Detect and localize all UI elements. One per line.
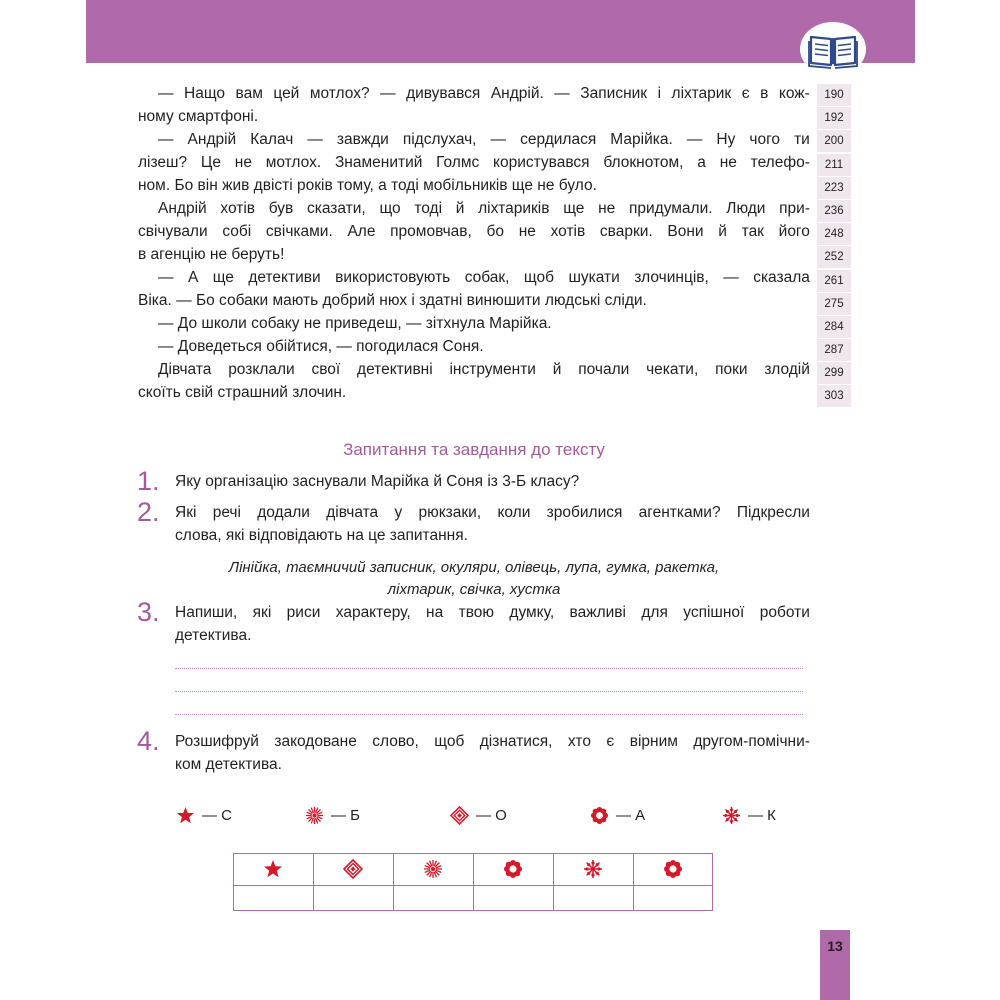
open-book-icon: [807, 29, 859, 69]
code-cell: [393, 859, 473, 879]
code-cell: [553, 859, 633, 879]
story-line: — А ще детективи використовують собак, щоб шукати злочинців, — сказала: [158, 269, 810, 286]
word-list-line: Лінійка, таємничий записник, окуляри, олівець, лупа, гумка, ракетка,: [228, 559, 720, 576]
task-line: Яку організацію заснували Марійка й Соня із 3-Б класу?: [175, 473, 580, 490]
word-count: 211: [817, 154, 851, 176]
word-count: 284: [817, 316, 851, 338]
answer-cell[interactable]: [313, 886, 393, 908]
sunburst-icon: [423, 859, 443, 879]
story-line: скоїть свій страшний злочин.: [138, 384, 347, 401]
legend-text: — С: [202, 806, 232, 824]
code-cell: [233, 859, 313, 879]
task-4-text: [175, 730, 810, 776]
task-1-text: [175, 470, 810, 493]
answer-cell[interactable]: [553, 886, 633, 908]
answer-cell[interactable]: [633, 886, 713, 908]
task-line: Які речі додали дівчата у рюкзаки, коли зробилися агентками? Підкресли: [175, 504, 810, 521]
task-number-3: 3.: [137, 597, 160, 627]
code-cell: [633, 859, 713, 879]
legend-text: — Б: [331, 806, 361, 824]
story-text: [138, 82, 810, 404]
header-band: [86, 0, 915, 63]
word-count: 261: [817, 270, 851, 292]
page-number: 13: [827, 938, 843, 954]
story-line: — Доведеться обійтися, — погодилася Соня.: [158, 338, 484, 355]
story-line: свічували собі свічками. Але промовчав, бо не хотів сварки. Вони й так його: [138, 223, 810, 240]
story-line: лізеш? Це не мотлох. Знаменитий Голмс користувався блокнотом, а не телефо-: [138, 154, 810, 171]
legend-item: [305, 803, 360, 827]
task-line: Напиши, які риси характеру, на твою думку, важливі для успішної роботи: [175, 604, 810, 621]
story-line: Андрій хотів був сказати, що тоді й ліхтариків ще не придумали. Люди при-: [158, 200, 810, 217]
code-cell: [473, 859, 553, 879]
snowflake-icon: [722, 806, 741, 825]
flower-icon: [590, 806, 609, 825]
legend-item: [590, 803, 645, 827]
word-count: 200: [817, 130, 851, 152]
task-line: детектива.: [175, 627, 252, 644]
word-count-column: [817, 84, 851, 409]
legend-item: [722, 803, 776, 827]
snowflake-icon: [722, 806, 741, 825]
legend-text: — О: [476, 806, 507, 824]
story-line: ном. Бо він жив двісті років тому, а тоді мобільників ще не було.: [138, 177, 597, 194]
diamond-icon: [343, 859, 363, 879]
task-line: Розшифруй закодоване слово, щоб дізнатися, хто є вірним другом-помічни-: [175, 733, 810, 750]
diamond-icon: [450, 806, 469, 825]
task-line: ком детектива.: [175, 756, 282, 773]
page-number-tab: [820, 930, 850, 1000]
story-line: ному смартфоні.: [138, 108, 259, 125]
snowflake-icon: [583, 859, 603, 879]
word-count: 299: [817, 362, 851, 384]
legend-item: [176, 803, 232, 827]
story-line: Віка. — Бо собаки мають добрий нюх і здатні винюшити людські сліди.: [138, 292, 647, 309]
answer-cell[interactable]: [393, 886, 473, 908]
legend-text: — А: [616, 806, 646, 824]
story-line: в агенцію не беруть!: [138, 246, 285, 263]
task-2-text: [175, 501, 810, 547]
word-count: 190: [817, 84, 851, 106]
task-number-2: 2.: [137, 497, 160, 527]
star-icon: [263, 859, 283, 879]
word-count: 287: [817, 339, 851, 361]
star-icon: [176, 806, 195, 825]
legend-item: [450, 803, 507, 827]
answer-line[interactable]: [175, 714, 803, 715]
word-list-line: ліхтарик, свічка, хустка: [387, 581, 561, 598]
diamond-icon: [450, 806, 469, 825]
legend-text: — К: [748, 806, 776, 824]
story-line: — Нащо вам цей мотлох? — дивувався Андрій. — Записник і ліхтарик є в кож-: [158, 85, 810, 102]
word-count: 248: [817, 223, 851, 245]
star-icon: [176, 806, 195, 825]
sunburst-icon: [305, 806, 324, 825]
code-table: [233, 853, 713, 911]
task-line: слова, які відповідають на це запитання.: [175, 527, 468, 544]
word-count: 252: [817, 246, 851, 268]
word-count: 192: [817, 107, 851, 129]
code-cell: [313, 859, 393, 879]
task-3-text: [175, 601, 810, 647]
word-count: 236: [817, 200, 851, 222]
sunburst-icon: [305, 806, 324, 825]
story-line: Дівчата розклали свої детективні інструменти й почали чекати, поки злодій: [158, 361, 810, 378]
book-badge: [800, 22, 866, 76]
task-number-4: 4.: [137, 726, 160, 756]
section-title: Запитання та завдання до тексту: [343, 440, 605, 459]
story-line: — Андрій Калач — завжди підслухач, — сердилася Марійка. — Ну чого ти: [158, 131, 810, 148]
word-list: [138, 557, 810, 601]
word-count: 275: [817, 293, 851, 315]
word-count: 223: [817, 177, 851, 199]
answer-cell[interactable]: [233, 886, 313, 908]
flower-icon: [590, 806, 609, 825]
story-line: — До школи собаку не приведеш, — зітхнула Марійка.: [158, 315, 552, 332]
task-number-1: 1.: [137, 466, 160, 496]
answer-line[interactable]: [175, 668, 803, 669]
flower-icon: [663, 859, 683, 879]
word-count: 303: [817, 385, 851, 407]
flower-icon: [503, 859, 523, 879]
answer-line[interactable]: [175, 691, 803, 692]
answer-cell[interactable]: [473, 886, 553, 908]
